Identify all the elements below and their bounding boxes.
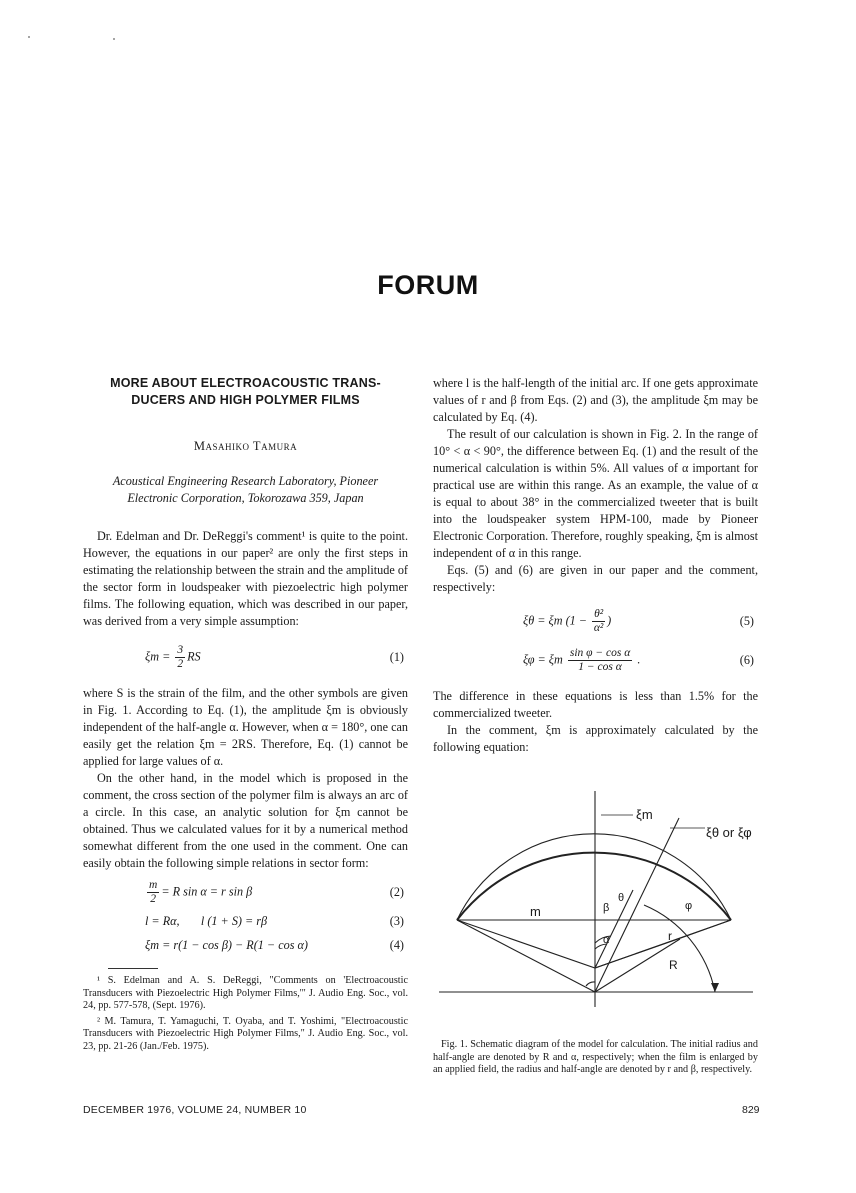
film-cross-section (457, 920, 731, 968)
equation-5 (433, 608, 758, 635)
paragraph: In the comment, ξm is approximately calculated by the following equation: (433, 723, 758, 754)
eq2-denominator: 2 (150, 893, 157, 905)
article-title: MORE ABOUT ELECTROACOUSTIC TRANS-DUCERS AND HIGH POLYMER FILMS (110, 376, 381, 407)
section-banner: FORUM (377, 270, 479, 300)
eq4-body: ξm = r(1 − cos β) − R(1 − cos α) (145, 938, 308, 952)
eq2-fraction (147, 879, 159, 906)
eq5-rhs: ) (607, 613, 612, 628)
label-theta: θ (618, 892, 625, 904)
author-name: Masahiko Tamura (193, 439, 298, 453)
label-xi-m: ξm (636, 807, 653, 822)
figure-1-caption: Fig. 1. Schematic diagram of the model for calculation. The initial radius and half-angle are denoted by R and α, respectively; when the film is enlarged by an applied field, the radius and half-angle are denoted by r and β, respectively. (433, 1039, 758, 1075)
eq1-lhs: ξm = (145, 649, 171, 664)
eq6-numerator: sin φ − cos α (569, 647, 631, 659)
equation-group (83, 879, 408, 954)
equation-6 (433, 647, 758, 674)
eq1-numerator: 3 (177, 644, 184, 656)
eq2-numerator: m (149, 879, 158, 891)
footnote-2: ² M. Tamura, T. Yamaguchi, T. Oyaba, and T. Yoshimi, "Electroacoustic Transducers with Piezoelectric High Polymer Films," J. Audio Eng. Soc., vol. 23, pp. 21-26 (Jan./Feb. 1975). (83, 1015, 408, 1052)
eq5-numerator: θ² (594, 608, 604, 620)
label-xi-theta-or-phi: ξθ or ξφ (706, 825, 752, 840)
eq6-denominator: 1 − cos α (578, 661, 622, 673)
scan-speck (113, 38, 115, 40)
paragraph: On the other hand, in the model which is proposed in the comment, the cross section of the polymer film is always an arc of a circle. In this case, an analytic solution for ξm cannot be obtained. Thus we calculated values for it by a numerical method somewhat different from the one used in the comment. One can easily obtain the following simple relations in sector form: (83, 771, 408, 870)
paragraph: where S is the strain of the film, and the other symbols are given in Fig. 1. According to Eq. (1), the amplitude ξm is obviously independent of the half-angle α. However, when α = 180°, one can easily get the relation ξm = 2RS. Therefore, Eq. (1) cannot be applied for large values of α. (83, 686, 408, 768)
right-column (433, 375, 758, 756)
paragraph: Dr. Edelman and Dr. DeReggi's comment¹ is quite to the point. However, the equations in our paper² are only the first steps in estimating the relationship between the strain and the amplitude of the sector form in loudspeaker with piezoelectric high polymer films. The following equation, which was described in our paper, was derived from a very simple assumption: (83, 529, 408, 628)
eq1-rhs: RS (187, 649, 201, 664)
label-beta: β (603, 902, 610, 914)
label-m: m (530, 904, 541, 919)
eq2-label: (2) (389, 885, 404, 899)
eq5-lhs: ξθ = ξm (1 − (523, 613, 588, 628)
eq1-denominator: 2 (177, 658, 184, 670)
alpha-arc (586, 982, 595, 986)
paragraph: Eqs. (5) and (6) are given in our paper and the comment, respectively: (433, 563, 758, 594)
eq2-rhs: = R sin α = r sin β (161, 884, 253, 899)
eq5-label: (5) (739, 614, 754, 628)
label-R: R (669, 958, 678, 972)
footnote-1: ¹ S. Edelman and A. S. DeReggi, "Comments on 'Electroacoustic Transducers with Piezoelectric High Polymer Films,'" J. Audio Eng. Soc., vol. 24, pp. 577-578, (Sept. 1976). (83, 975, 408, 1011)
label-alpha: α (603, 934, 610, 946)
figure-1-diagram (433, 785, 758, 1015)
eq3-label: (3) (389, 914, 404, 928)
paragraph: The result of our calculation is shown in Fig. 2. In the range of 10° < α < 90°, the difference between Eq. (1) and the result of the numerical calculation is within 5%. All values of α important for practical use are within this range. As an example, the value of α is equal to about 38° in the commercialized tweeter that is built into the loudspeaker system HPM-100, made by Pioneer Electronic Corporation. Therefore, roughly speaking, ξm is almost independent of α in this range. (433, 427, 758, 560)
author-affiliation: Acoustical Engineering Research Laboratory, Pioneer Electronic Corporation, Tokorozawa 359, Japan (112, 474, 379, 505)
eq6-rhs: . (637, 652, 641, 667)
scan-speck (28, 36, 30, 38)
equation-2 (83, 879, 408, 906)
journal-footer: DECEMBER 1976, VOLUME 24, NUMBER 10 (83, 1104, 307, 1116)
paragraph: where l is the half-length of the initial arc. If one gets approximate values of r and β from Eqs. (2) and (3), the amplitude ξm may be calculated by Eq. (4). (433, 376, 758, 424)
label-phi: φ (685, 900, 693, 912)
footnote-divider (108, 968, 158, 969)
paragraph: The difference in these equations is less than 1.5% for the commercialized tweeter. (433, 689, 758, 720)
eq3-body: l = Rα, l (1 + S) = rβ (145, 914, 268, 928)
eq1-label: (1) (389, 650, 404, 664)
eq6-label: (6) (739, 653, 754, 667)
equation-3 (83, 913, 408, 930)
equation-1 (83, 644, 408, 671)
eq5-denominator: α² (593, 622, 604, 634)
eq1-fraction (175, 644, 185, 671)
left-column (83, 375, 408, 1056)
eq6-lhs: ξφ = ξm (523, 652, 563, 667)
label-r: r (668, 929, 672, 943)
page-number: 829 (742, 1104, 760, 1116)
phi-arc (644, 905, 715, 992)
eq6-fraction (568, 647, 632, 674)
eq4-label: (4) (389, 938, 404, 952)
eq5-fraction (592, 608, 605, 635)
phi-arrowhead (711, 983, 719, 992)
alpha-line (457, 920, 595, 992)
equation-4 (83, 937, 408, 954)
